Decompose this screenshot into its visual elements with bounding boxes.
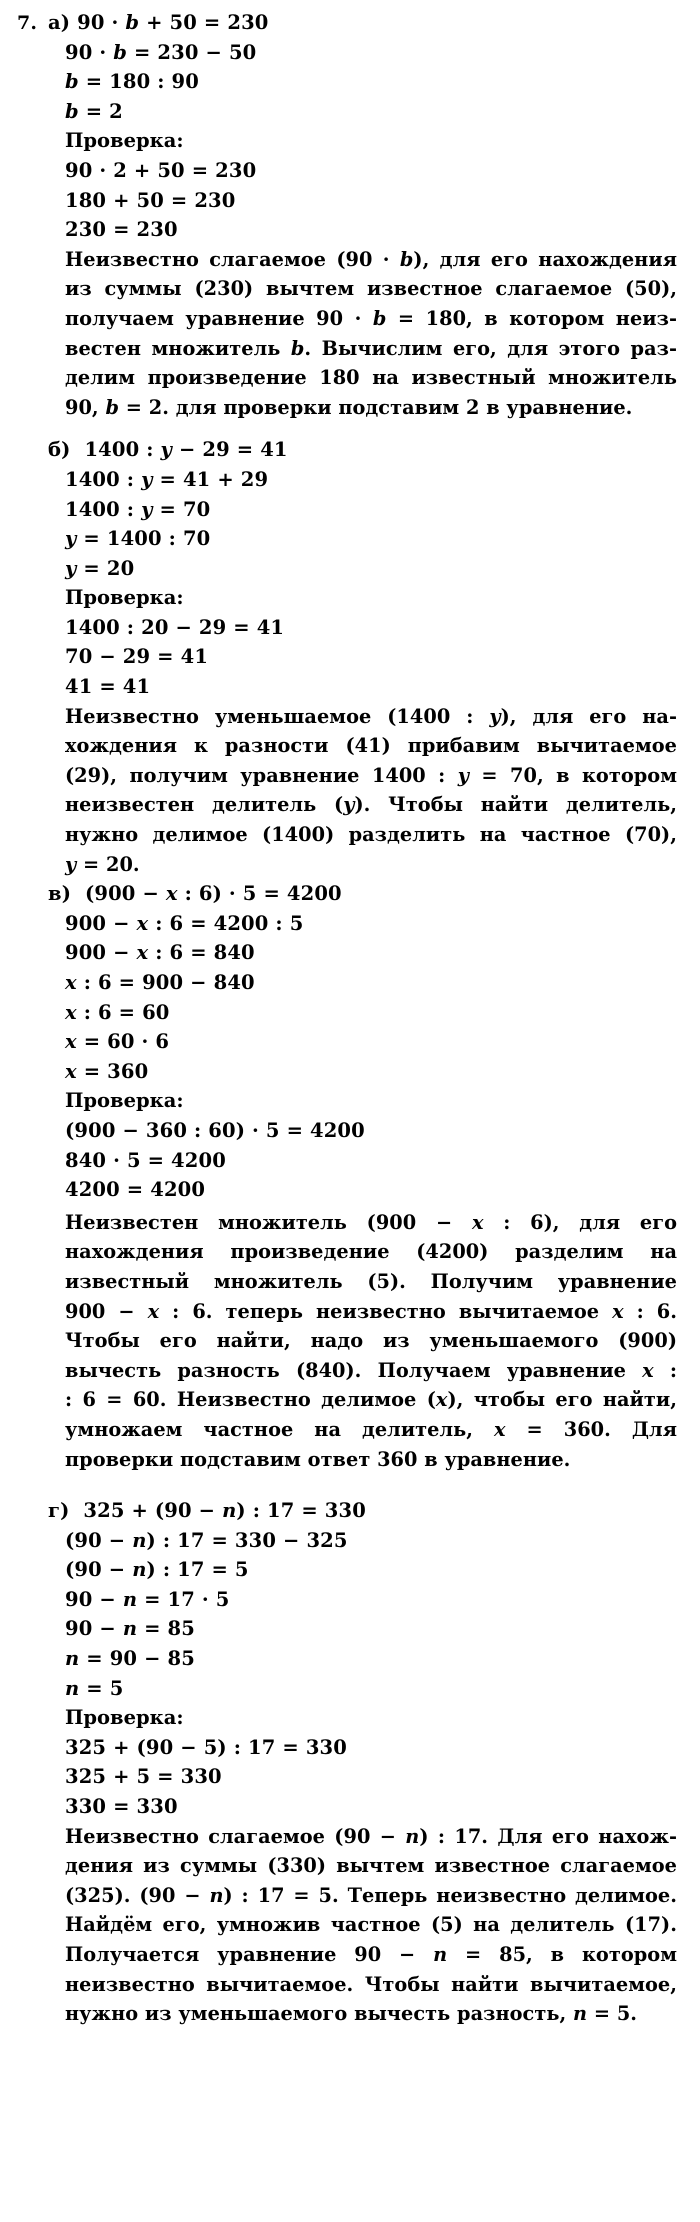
part-g-step-2: (90 − n) : 17 = 5 [65, 1558, 249, 1582]
part-g-step-5: n = 90 − 85 [65, 1647, 195, 1671]
part-a-explanation: Неизвестно слагаемое (90 · b), для его нахождения из суммы (230) вычтем известное слагаемое (50), получаем уравнение 90 · b = 180, в котором неизвестен множитель b. Вычислим его, для этого разделим произведение 180 на известный множитель 90, b = 2. для проверки подставим 2 в уравнение. [65, 247, 677, 419]
part-a-check-1: 90 · 2 + 50 = 230 [65, 158, 257, 182]
part-a [48, 8, 678, 422]
part-b-first-equation [48, 435, 678, 465]
problem-7 [12, 8, 678, 2029]
part-b-explanation: Неизвестно уменьшаемое (1400 : y), для его нахождения к разности (41) прибавим вычитаемое (29), получим уравнение 1400 : y = 70, в котором неизвестен делитель (y). Чтобы найти делитель, нужно делимое (1400) разделить на частное (70), y = 20. [65, 704, 677, 876]
part-v-explanation: Неизвестен множитель (900 − x : 6), для его нахождения произведение (4200) разделим на известный множитель (5). Получим уравнение 900 − x : 6. теперь неизвестно вычитаемое x : 6. Чтобы его найти, надо из уменьшаемого (900) вычесть разность (840). Получаем уравнение x : : 6 = 60. Неизвестно делимое (x), чтобы его найти, умножаем частное на делитель, x = 360. Для проверки подставим ответ 360 в уравнение. [65, 1210, 678, 1471]
part-g [48, 1496, 678, 2029]
part-v-equation: (900 − x : 6) · 5 = 4200 [78, 882, 342, 906]
part-a-check-label: Проверка: [65, 129, 184, 153]
part-g-check-3: 330 = 330 [65, 1795, 178, 1819]
part-v [48, 879, 678, 1474]
part-a-first-equation [48, 8, 678, 38]
part-v-label: в) [48, 882, 72, 906]
part-b-check-1: 1400 : 20 − 29 = 41 [65, 615, 285, 639]
part-v-step-6: x = 360 [65, 1059, 149, 1083]
part-v-step-4: x : 6 = 60 [65, 1000, 170, 1024]
part-a-check-2: 180 + 50 = 230 [65, 188, 236, 212]
part-v-first-equation [48, 879, 678, 909]
part-g-step-6: n = 5 [65, 1676, 124, 1700]
part-g-explanation: Неизвестно слагаемое (90 − n) : 17. Для его нахождения из суммы (330) вычтем известное слагаемое (325). (90 − n) : 17 = 5. Теперь неизвестно делимое. Найдём его, умножив частное (5) на делитель (17). Получается уравнение 90 − n = 85, в котором неизвестно вычитаемое. Чтобы найти вычитаемое, нужно из уменьшаемого вычесть разность, n = 5. [65, 1824, 677, 2026]
part-v-step-3: x : 6 = 900 − 840 [65, 971, 255, 994]
part-v-step-1: 900 − x : 6 = 4200 : 5 [65, 911, 304, 935]
part-v-check-2: 840 · 5 = 4200 [65, 1148, 226, 1172]
part-g-check-label: Проверка: [65, 1706, 184, 1730]
problem-number: 7. [17, 12, 38, 34]
part-v-step-2: 900 − x : 6 = 840 [65, 941, 255, 965]
part-a-step-2: b = 180 : 90 [65, 70, 199, 94]
part-v-check-1: (900 − 360 : 60) · 5 = 4200 [65, 1118, 365, 1142]
part-b-step-1: 1400 : y = 41 + 29 [65, 467, 269, 491]
part-g-check-1: 325 + (90 − 5) : 17 = 330 [65, 1735, 347, 1759]
part-g-check-2: 325 + 5 = 330 [65, 1765, 222, 1789]
part-b-equation: 1400 : y − 29 = 41 [77, 438, 288, 462]
part-v-step-5: x = 60 · 6 [65, 1030, 170, 1054]
part-a-step-3: b = 2 [65, 99, 123, 123]
part-a-equation: 90 · b + 50 = 230 [77, 11, 269, 34]
part-v-check-3: 4200 = 4200 [65, 1178, 206, 1202]
part-b-check-2: 70 − 29 = 41 [65, 645, 209, 669]
part-b-step-4: y = 20 [65, 556, 135, 580]
part-g-step-3: 90 − n = 17 · 5 [65, 1587, 230, 1611]
part-g-equation: 325 + (90 − n) : 17 = 330 [76, 1499, 366, 1523]
part-g-step-4: 90 − n = 85 [65, 1617, 195, 1641]
part-b-step-3: y = 1400 : 70 [65, 527, 211, 551]
part-a-step-1: 90 · b = 230 − 50 [65, 40, 257, 64]
part-g-first-equation [48, 1496, 678, 1526]
part-b-check-label: Проверка: [65, 586, 184, 610]
part-b-check-3: 41 = 41 [65, 675, 151, 699]
part-a-check-3: 230 = 230 [65, 218, 178, 242]
part-b-label: б) [48, 438, 71, 462]
part-b [48, 435, 678, 879]
part-a-label: а) [48, 11, 71, 34]
part-g-label: г) [48, 1499, 70, 1523]
part-g-step-1: (90 − n) : 17 = 330 − 325 [65, 1528, 348, 1552]
part-b-step-2: 1400 : y = 70 [65, 497, 211, 521]
part-v-check-label: Проверка: [65, 1089, 184, 1113]
